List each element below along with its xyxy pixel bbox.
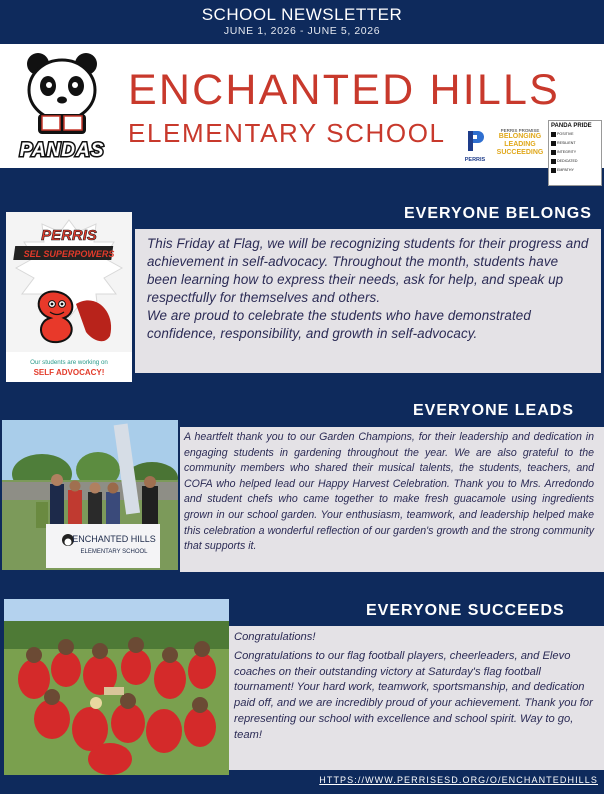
poster-heading-superpowers: SEL SUPERPOWERS: [23, 249, 115, 259]
panda-mascot-logo: [8, 50, 116, 162]
leads-paragraph-1: A heartfelt thank you to our Garden Champions, for their leadership and dedication in engaging students in gardening throughout the year. We are also grateful to the community members who shared their musical talents, the students, teachers, and COFA who helped lead our Happy Harvest Celebration. Thank you to Mrs. Arredondo and student chefs who came together to make fresh guacamole using ingredients grown in our school garden. Your enthusiasm, teamwork, and leadership helped make this celebration a wonderful reflection of our garden's growth and the strong community that supports it.: [184, 431, 594, 553]
pride-item: INTEGRITY: [551, 148, 599, 157]
perris-promise-logo: [496, 128, 544, 168]
poster-caption-line1: Our students are working on: [30, 359, 108, 366]
perris-district-logo: [458, 130, 492, 166]
flag-football-team-photo: [4, 599, 229, 775]
perris-logo-text: PERRIS: [464, 157, 486, 163]
pride-item: EMPATHY: [551, 166, 599, 175]
school-name-line2: ELEMENTARY SCHOOL: [128, 118, 446, 148]
leads-text-box: [180, 427, 604, 572]
newsletter-dates: JUNE 1, 2026 - JUNE 5, 2026: [223, 25, 381, 37]
school-website-link[interactable]: HTTPS://WWW.PERRISESD.ORG/O/ENCHANTEDHILLS: [319, 775, 598, 785]
section-title-leads: EVERYONE LEADS: [413, 402, 574, 419]
succeeds-paragraph-1: Congratulations!: [234, 631, 316, 643]
succeeds-paragraph-2: Congratulations to our flag football players, cheerleaders, and Elevo coaches on their outstanding victory at Saturday's flag football tournament! Your hard work, teamwork, sportsmanship, and dedication paid off, and we are incredibly proud of your achievement. Thank you for representing our school with excellence and school spirit. Way to go, team!: [234, 649, 593, 741]
newsletter-header: [0, 0, 604, 44]
panda-pride-title: PANDA PRIDE: [551, 123, 592, 129]
garden-photo-art: [2, 420, 178, 570]
school-banner: [0, 44, 604, 168]
promise-word-succeeding: SUCCEEDING: [496, 149, 544, 156]
promise-logo-top: PERRIS PROMISE: [500, 128, 540, 133]
perris-p-icon: [465, 130, 485, 152]
section-title-belongs: EVERYONE BELONGS: [404, 205, 592, 222]
pride-item: RESILIENT: [551, 139, 599, 148]
poster-heading-perris: PERRIS: [41, 227, 97, 244]
school-name-line1: ENCHANTED HILLS: [128, 66, 561, 114]
panda-pride-card: [548, 120, 602, 186]
tablecloth-line2: ELEMENTARY SCHOOL: [80, 549, 148, 555]
garden-celebration-photo: [2, 420, 178, 570]
belongs-text-box: [135, 229, 601, 373]
belongs-paragraph-2: We are proud to celebrate the students who have demonstrated confidence, responsibility, and growth in self-advocacy.: [147, 308, 531, 341]
section-title-succeeds: EVERYONE SUCCEEDS: [366, 602, 565, 619]
promise-word-belonging: BELONGING: [498, 133, 542, 140]
tablecloth-line1: ENCHANTED HILLS: [72, 534, 156, 544]
newsletter-title: SCHOOL NEWSLETTER: [201, 5, 403, 24]
sel-poster-art: [6, 212, 132, 382]
sel-superpowers-poster: [6, 212, 132, 382]
mascot-wordmark: PANDAS: [19, 140, 105, 161]
promise-word-leading: LEADING: [504, 141, 536, 148]
pride-item: DEDICATED: [551, 157, 599, 166]
succeeds-text-box: [229, 626, 604, 770]
poster-caption-line2: SELF ADVOCACY!: [33, 368, 105, 377]
belongs-paragraph-1: This Friday at Flag, we will be recognizing students for their progress and achievement in self-advocacy. Throughout the month, students have been learning how to express their needs, ask for help, and speak up respectfully for themselves and others.: [147, 236, 589, 305]
football-photo-art: [4, 599, 229, 775]
pride-item: POSITIVE: [551, 130, 599, 139]
